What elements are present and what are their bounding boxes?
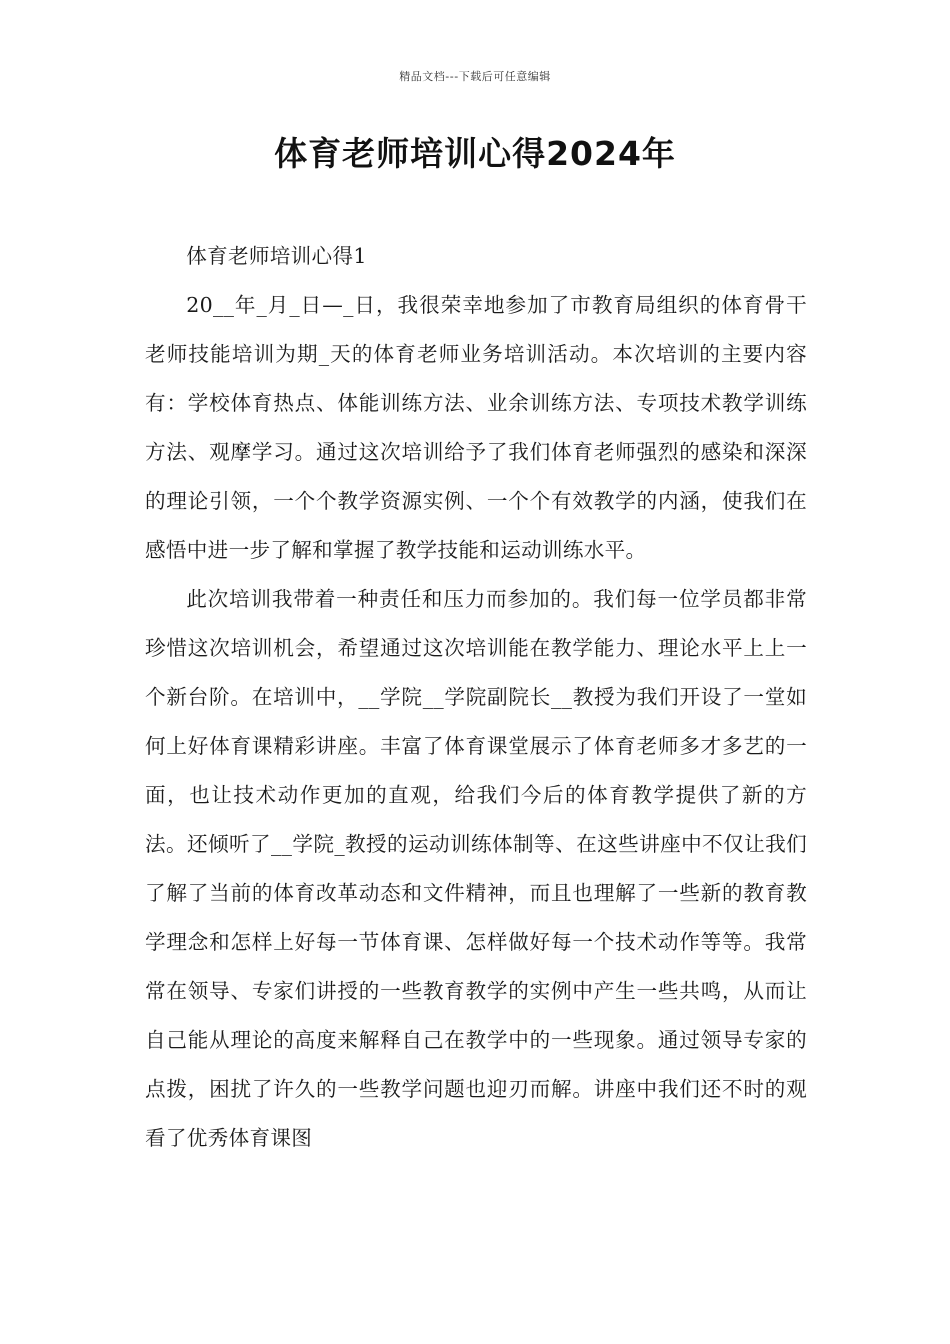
document-title: 体育老师培训心得2024年 — [274, 134, 676, 173]
section-heading: 体育老师培训心得1 — [186, 244, 367, 268]
paragraph-1: 20__年_月_日—_日，我很荣幸地参加了市教育局组织的体育骨干老师技能培训为期_天的体育老师业务培训活动。本次培训的主要内容有：学校体育热点、体能训练方法、业余训练方法、专项技术教学训练方法、观摩学习。通过这次培训给予了我们体育老师强烈的感染和深深的理论引领，一个个教学资源实例、一个个有效教学的内涵，使我们在感悟中进一步了解和掌握了教学技能和运动训练水平。 — [145, 293, 807, 562]
document-body — [145, 232, 807, 1163]
paragraph-2: 此次培训我带着一种责任和压力而参加的。我们每一位学员都非常珍惜这次培训机会，希望通过这次培训能在教学能力、理论水平上上一个新台阶。在培训中，__学院__学院副院长__教授为我们开设了一堂如何上好体育课精彩讲座。丰富了体育课堂展示了体育老师多才多艺的一面，也让技术动作更加的直观，给我们今后的体育教学提供了新的方法。还倾听了__学院_教授的运动训练体制等、在这些讲座中不仅让我们了解了当前的体育改革动态和文件精神，而且也理解了一些新的教育教学理念和怎样上好每一节体育课、怎样做好每一个技术动作等等。我常常在领导、专家们讲授的一些教育教学的实例中产生一些共鸣，从而让自己能从理论的高度来解释自己在教学中的一些现象。通过领导专家的点拨，困扰了许久的一些教学问题也迎刃而解。讲座中我们还不时的观看了优秀体育课图 — [145, 587, 807, 1150]
header-note: 精品文档---下载后可任意编辑 — [399, 70, 551, 83]
